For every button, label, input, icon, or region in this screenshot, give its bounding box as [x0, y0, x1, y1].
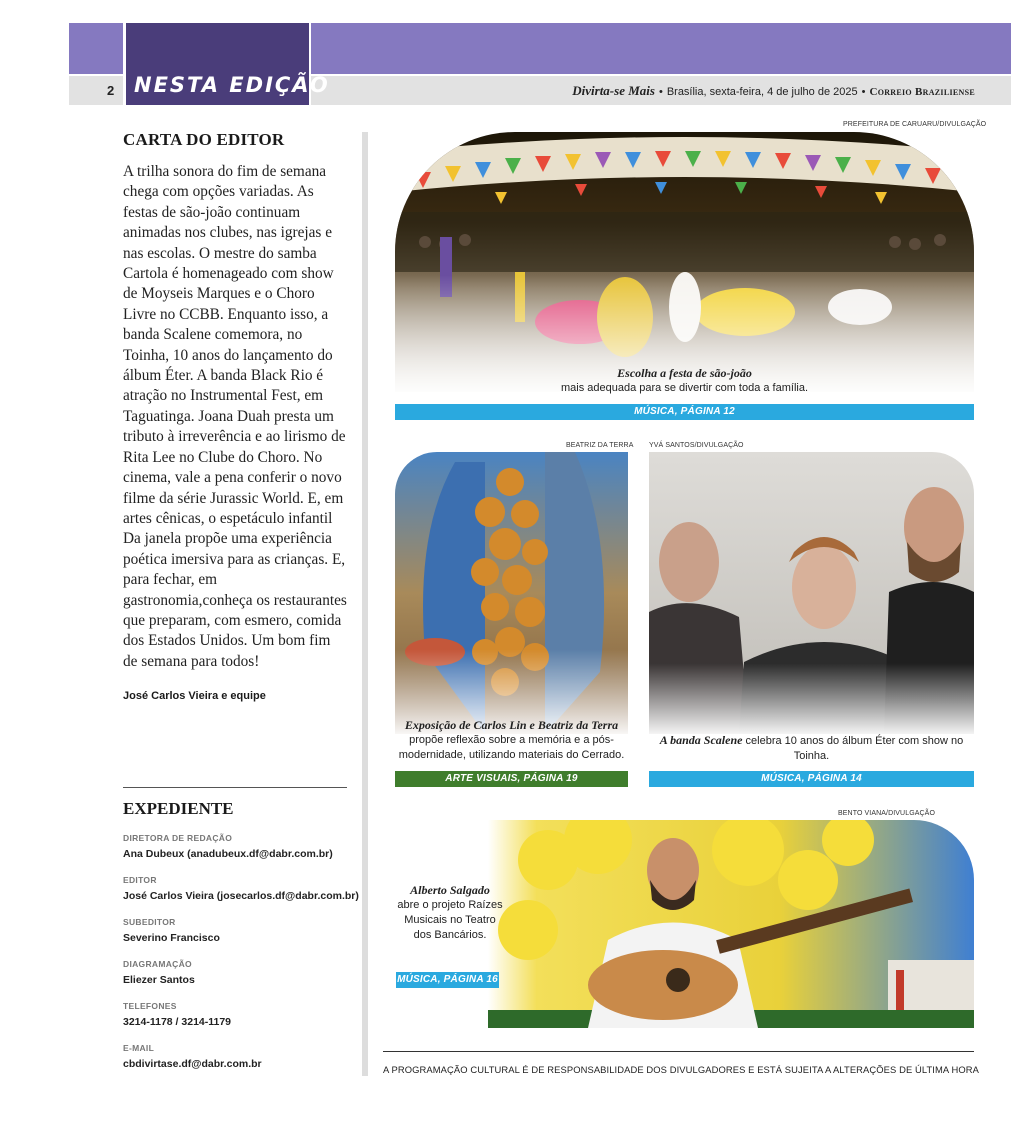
staff-name: cbdivirtase.df@dabr.com.br [123, 1058, 262, 1070]
header-band-left [69, 23, 123, 74]
header-band-right [311, 23, 1011, 74]
caption-text: propõe reflexão sobre a memória e a pós-modernidade, utilizando materiais do Cerrado. [398, 734, 625, 761]
expo-illustration [395, 452, 628, 734]
expediente-title: EXPEDIENTE [123, 799, 234, 818]
expo-caption [395, 718, 628, 763]
newspaper-name: Correio Braziliense [869, 86, 975, 98]
editor-letter-title: CARTA DO EDITOR [123, 130, 285, 149]
photo-credit: YVÁ SANTOS/DIVULGAÇÃO [649, 442, 744, 449]
section-tag: MÚSICA, PÁGINA 14 [649, 771, 974, 787]
caption-title: Escolha a festa de são-joão [617, 366, 752, 380]
header-divider [123, 23, 126, 105]
alberto-caption [395, 883, 505, 943]
festa-photo [395, 132, 974, 392]
issue-line [572, 83, 975, 99]
expediente-item [123, 875, 363, 902]
supplement-name: Divirta-se Mais [572, 83, 655, 98]
caption-title: Alberto Salgado [410, 883, 490, 897]
scalene-photo [649, 452, 974, 734]
caption-text: abre o projeto Raízes Musicais no Teatro dos Bancários. [397, 899, 503, 941]
expediente-item [123, 833, 363, 860]
expo-photo [395, 452, 628, 734]
dateline: Brasília, sexta-feira, 4 de julho de 2025 [666, 86, 858, 98]
bullet: • [861, 86, 866, 98]
expediente-item [123, 1043, 363, 1070]
staff-role: SUBEDITOR [123, 917, 176, 927]
photo-credit: PREFEITURA DE CARUARU/DIVULGAÇÃO [843, 121, 987, 128]
caption-title: A banda Scalene [659, 733, 743, 747]
staff-name: José Carlos Vieira (josecarlos.df@dabr.com.br) [123, 890, 359, 902]
editor-letter-body: A trilha sonora do fim de semana chega com opções variadas. As festas de são-joão continuam animadas nos clubes, nas igrejas e nas escolas. O mestre do samba Cartola é homenageado com show de Moyseis Marques e o Choro Livre no CCBB. Enquanto isso, a banda Scalene comemora, no Toinha, 10 anos do lançamento do álbum Éter. A banda Black Rio é atração no Instrumental Fest, em Taguatinga. Joana Duah presta um tributo à irreverência e ao lirismo de Rita Lee no Clube do Choro. No cinema, vale a pena conferir o novo filme da série Jurassic World. E, em artes cênicas, o espetáculo infantil Da janela propõe uma experiência poética imersiva para as crianças. E, para fechar, em gastronomia,conheça os restaurantes que preparam, com esmero, comida dos Estados Unidos. Um bom fim de semana para todos! [123, 163, 347, 670]
editor-signature: José Carlos Vieira e equipe [123, 690, 266, 703]
caption-text: celebra 10 anos do álbum Éter com show no Toinha. [745, 735, 964, 762]
scalene-caption [649, 733, 974, 764]
alberto-photo [488, 820, 974, 1028]
staff-role: E-MAIL [123, 1043, 155, 1053]
photo-credit: BEATRIZ DA TERRA [566, 442, 634, 449]
section-tag: MÚSICA, PÁGINA 12 [395, 404, 974, 420]
expediente-item [123, 959, 363, 986]
expediente-item [123, 1001, 363, 1028]
staff-name: Severino Francisco [123, 932, 220, 944]
section-title: NESTA EDIÇÃO [134, 73, 330, 97]
staff-name: Ana Dubeux (anadubeux.df@dabr.com.br) [123, 848, 333, 860]
staff-role: EDITOR [123, 875, 157, 885]
caption-text: mais adequada para se divertir com toda a família. [560, 382, 809, 394]
photo-credit: BENTO VIANA/DIVULGAÇÃO [838, 810, 935, 817]
staff-role: DIAGRAMAÇÃO [123, 959, 192, 969]
footer-disclaimer: A PROGRAMAÇÃO CULTURAL É DE RESPONSABILIDADE DOS DIVULGADORES E ESTÁ SUJEITA A ALTERAÇÕES DE ÚLTIMA HORA [383, 1064, 979, 1075]
staff-role: TELEFONES [123, 1001, 177, 1011]
divider [123, 787, 347, 788]
expediente-list [123, 833, 363, 1085]
section-tag: MÚSICA, PÁGINA 16 [396, 972, 499, 988]
alberto-illustration [488, 820, 974, 1028]
festa-illustration [395, 132, 974, 392]
column-divider [362, 132, 368, 1076]
footer-rule [383, 1051, 974, 1052]
staff-name: 3214-1178 / 3214-1179 [123, 1016, 232, 1028]
bullet: • [658, 86, 663, 98]
staff-name: Eliezer Santos [123, 974, 195, 986]
festa-caption [395, 366, 974, 396]
scalene-illustration [649, 452, 974, 734]
page-number: 2 [107, 83, 115, 98]
section-tag: ARTE VISUAIS, PÁGINA 19 [395, 771, 628, 787]
expediente-item [123, 917, 363, 944]
caption-title: Exposição de Carlos Lin e Beatriz da Terra [404, 718, 619, 732]
staff-role: DIRETORA DE REDAÇÃO [123, 833, 233, 843]
editor-letter [123, 130, 347, 702]
